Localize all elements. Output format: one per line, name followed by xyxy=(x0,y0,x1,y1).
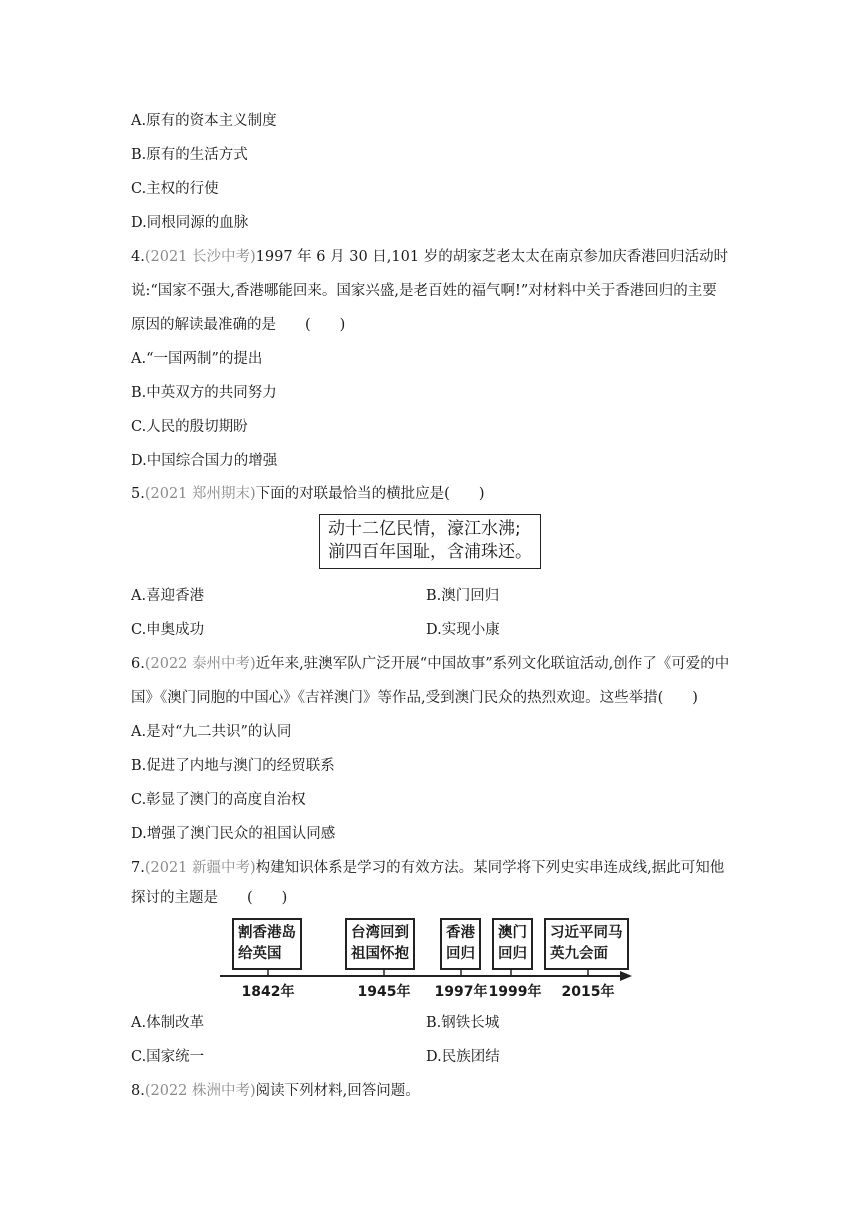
timeline-year-1999: 1999年 xyxy=(488,984,542,1000)
q3-option-a: A.原有的资本主义制度 xyxy=(131,113,277,129)
timeline-year-1842: 1842年 xyxy=(241,984,295,1000)
q5-option-d: D.实现小康 xyxy=(426,622,500,638)
q4-source: (2021 长沙中考) xyxy=(144,249,256,265)
q5-number: 5. xyxy=(131,486,145,502)
timeline-event-1997 xyxy=(440,918,481,970)
q5-option-c: C.申奥成功 xyxy=(131,622,205,638)
timeline-event-1999 xyxy=(492,918,533,970)
q6-option-b: B.促进了内地与澳门的经贸联系 xyxy=(131,758,335,774)
q3-option-d: D.同根同源的血脉 xyxy=(131,215,249,231)
timeline-event-label: 台湾回到 xyxy=(351,925,409,941)
timeline-event-2015 xyxy=(544,918,629,970)
q5-option-a: A.喜迎香港 xyxy=(131,588,205,604)
timeline-event-label: 回归 xyxy=(498,946,527,962)
q4-option-a: A.“一国两制”的提出 xyxy=(131,351,263,367)
q3-option-c: C.主权的行使 xyxy=(131,181,219,197)
q5-source: (2021 郑州期末) xyxy=(144,486,256,502)
q7-option-c: C.国家统一 xyxy=(131,1049,205,1065)
q8-stem xyxy=(131,1081,420,1101)
q8-text: 阅读下列材料,回答问题。 xyxy=(255,1083,420,1099)
q4-text-1: 1997 年 6 月 30 日,101 岁的胡家芝老太太在南京参加庆香港回归活动时 xyxy=(255,249,729,265)
q6-source: (2022 泰州中考) xyxy=(144,656,256,672)
q5-stem xyxy=(131,484,485,504)
q5-text: 下面的对联最恰当的横批应是( ) xyxy=(255,486,485,502)
timeline-event-1945 xyxy=(345,918,415,970)
q6-stem-line-2: 国》《澳门同胞的中国心》《吉祥澳门》等作品,受到澳门民众的热烈欢迎。这些举措( ) xyxy=(131,690,698,706)
timeline-event-label: 香港 xyxy=(446,925,475,941)
q4-option-c: C.人民的殷切期盼 xyxy=(131,419,248,435)
q4-number: 4. xyxy=(131,249,145,265)
q7-stem-line-2: 探讨的主题是 ( ) xyxy=(131,890,288,906)
couplet-line-2: 湔四百年国耻，含浦珠还。 xyxy=(328,542,532,562)
q4-stem-line-3: 原因的解读最准确的是 ( ) xyxy=(131,317,346,333)
couplet-line-1: 动十二亿民情，濠江水沸; xyxy=(328,519,521,539)
q6-stem-line-1 xyxy=(131,654,729,674)
timeline-arrow-icon xyxy=(620,971,632,981)
q7-number: 7. xyxy=(131,860,145,876)
timeline-year-1945: 1945年 xyxy=(357,984,411,1000)
q8-source: (2022 株洲中考) xyxy=(144,1083,256,1099)
timeline-event-label: 回归 xyxy=(446,946,475,962)
timeline-event-label: 割香港岛 xyxy=(238,925,296,941)
timeline-diagram xyxy=(220,918,640,1000)
timeline-event-label: 澳门 xyxy=(498,925,527,941)
q4-option-d: D.中国综合国力的增强 xyxy=(131,453,278,469)
q6-number: 6. xyxy=(131,656,145,672)
timeline-year-1997: 1997年 xyxy=(434,984,488,1000)
q3-option-b: B.原有的生活方式 xyxy=(131,147,248,163)
q7-source: (2021 新疆中考) xyxy=(144,860,256,876)
q4-stem-line-2: 说:“国家不强大,香港哪能回来。国家兴盛,是老百姓的福气啊!”对材料中关于香港回归的主要 xyxy=(131,283,717,299)
q5-option-b: B.澳门回归 xyxy=(426,588,500,604)
q6-option-d: D.增强了澳门民众的祖国认同感 xyxy=(131,826,336,842)
timeline-event-label: 习近平同马 xyxy=(550,925,623,941)
q6-text-1: 近年来,驻澳军队广泛开展“中国故事”系列文化联谊活动,创作了《可爱的中 xyxy=(255,656,730,672)
q6-option-a: A.是对“九二共识”的认同 xyxy=(131,724,292,740)
q8-number: 8. xyxy=(131,1083,145,1099)
couplet-box xyxy=(319,514,541,569)
q7-option-d: D.民族团结 xyxy=(426,1049,500,1065)
timeline-event-label: 给英国 xyxy=(238,946,282,962)
q4-option-b: B.中英双方的共同努力 xyxy=(131,385,277,401)
q6-option-c: C.彰显了澳门的高度自治权 xyxy=(131,792,306,808)
timeline-year-2015: 2015年 xyxy=(561,984,615,1000)
timeline-event-label: 英九会面 xyxy=(550,946,608,962)
q7-stem-line-1 xyxy=(131,858,724,878)
timeline-event-label: 祖国怀抱 xyxy=(351,946,409,962)
timeline-event-1842 xyxy=(232,918,302,970)
q7-option-b: B.钢铁长城 xyxy=(426,1015,500,1031)
q4-stem-line-1 xyxy=(131,247,728,267)
q7-text-1: 构建知识体系是学习的有效方法。某同学将下列史实串连成线,据此可知他 xyxy=(255,860,725,876)
q7-option-a: A.体制改革 xyxy=(131,1015,205,1031)
